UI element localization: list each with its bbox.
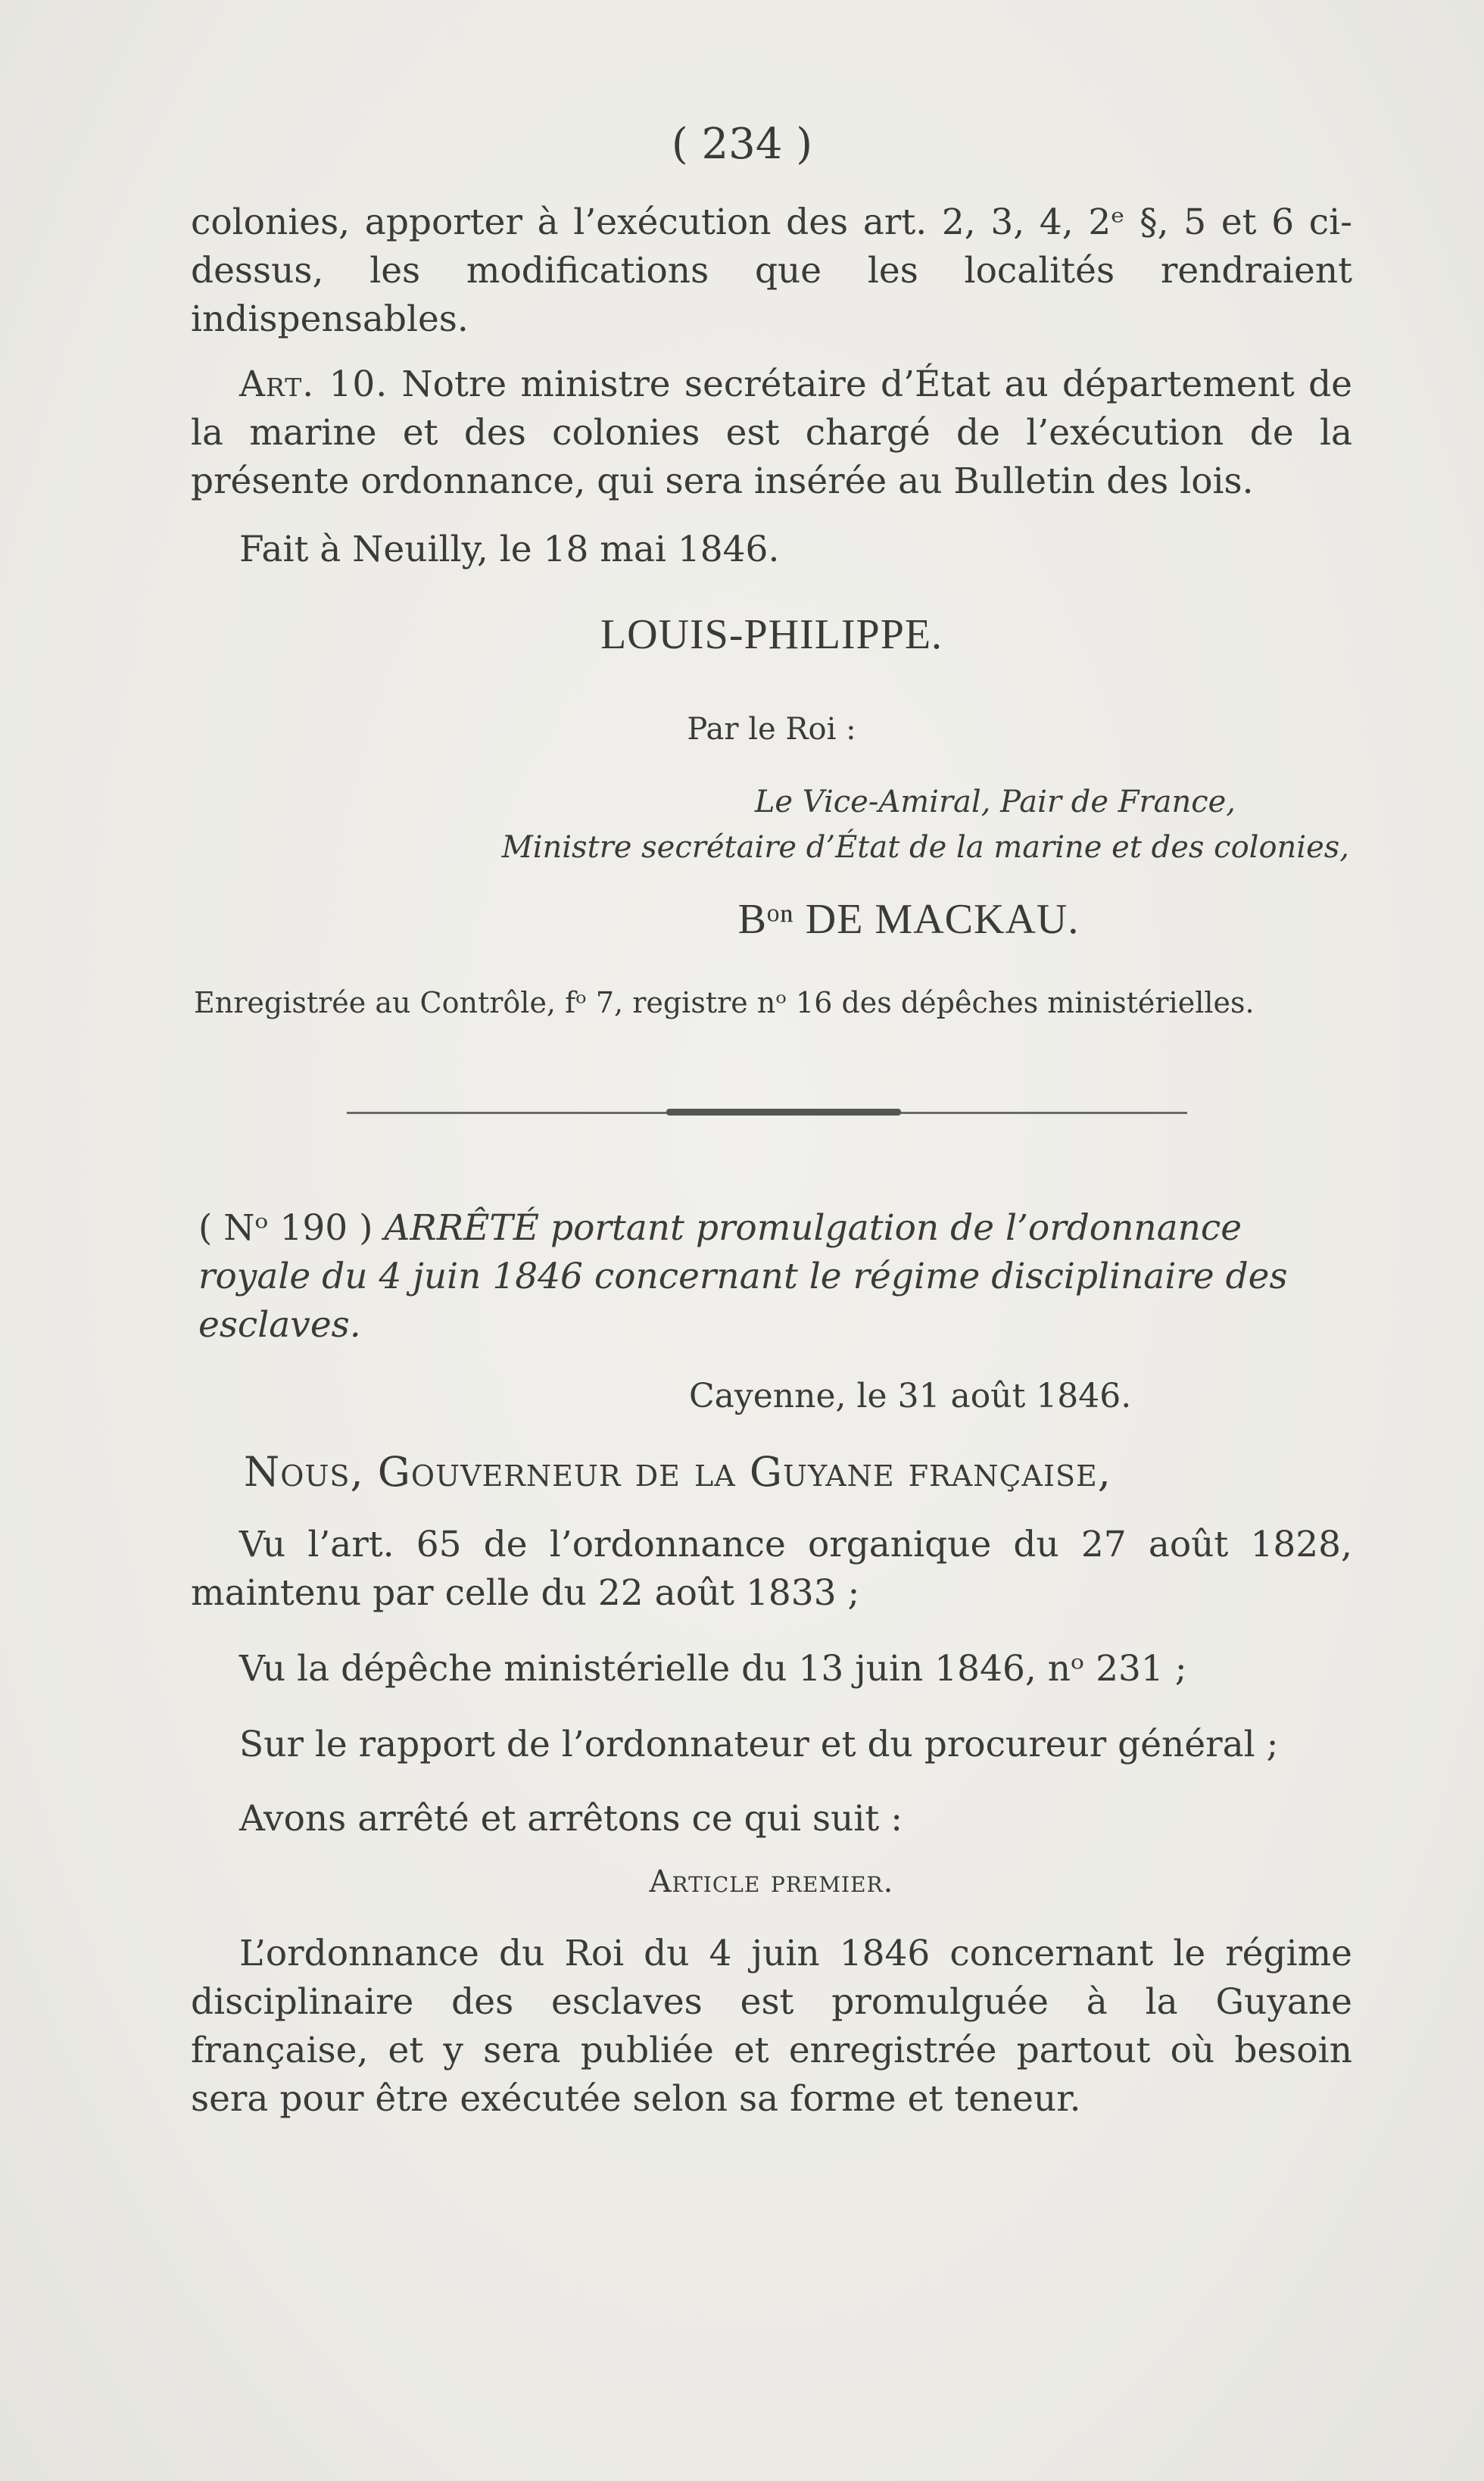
article-10-paragraph — [191, 360, 1352, 506]
minister-signature: Bᵒⁿ DE MACKAU. — [737, 896, 1080, 943]
article-premier-body: L’ordonnance du Roi du 4 juin 1846 concernant le régime disciplinaire des esclaves est promulguée à la Guyane française, et y sera publiée et enregistrée partout où besoin sera pour être exécutée selon sa forme et teneur. — [191, 1933, 1352, 2120]
minister-title-line-2: Ministre secrétaire d’État de la marine et des colonies, — [501, 830, 1349, 865]
vu-article-65: Vu l’art. 65 de l’ordonnance organique du 27 août 1828, maintenu par celle du 22 août 1833 ; — [191, 1524, 1352, 1614]
registration-note: Enregistrée au Contrôle, fᵒ 7, registre nᵒ 16 des dépêches ministérielles. — [194, 986, 1255, 1019]
article-premier-heading: Article premier. — [649, 1865, 894, 1899]
article-10-label: Art. 10. — [239, 364, 388, 405]
minister-title-line-1: Le Vice-Amiral, Pair de France, — [754, 785, 1236, 819]
page-number: ( 234 ) — [671, 120, 813, 169]
nous-gouverneur: Nous, Gouverneur de la Guyane française, — [244, 1448, 1111, 1496]
king-signature: LOUIS-PHILIPPE. — [600, 611, 943, 658]
arrete-heading — [198, 1204, 1360, 1350]
vu-depeche: Vu la dépêche ministérielle du 13 juin 1846, nᵒ 231 ; — [239, 1648, 1187, 1690]
fait-line: Fait à Neuilly, le 18 mai 1846. — [239, 529, 780, 570]
par-le-roi: Par le Roi : — [687, 712, 856, 747]
dateline: Cayenne, le 31 août 1846. — [689, 1377, 1132, 1415]
section-divider-ornament — [666, 1109, 901, 1116]
arrete-number: ( Nᵒ 190 ) — [198, 1207, 373, 1249]
arrete-title: ARRÊTÉ portant promulgation de l’ordonnance royale du 4 juin 1846 concernant le régime disciplinaire des esclaves. — [198, 1207, 1288, 1346]
avons-arrete: Avons arrêté et arrêtons ce qui suit : — [239, 1798, 903, 1840]
sur-le-rapport: Sur le rapport de l’ordonnateur et du procureur général ; — [239, 1724, 1279, 1765]
article-10-text: Notre ministre secrétaire d’État au département de la marine et des colonies est chargé de l’exécution de la présente ordonnance, qui sera insérée au Bulletin des lois. — [191, 364, 1352, 502]
continuation-paragraph: colonies, apporter à l’exécution des art. 2, 3, 4, 2ᵉ §, 5 et 6 ci-dessus, les modifications que les localités rendraient indispensables. — [191, 201, 1352, 340]
